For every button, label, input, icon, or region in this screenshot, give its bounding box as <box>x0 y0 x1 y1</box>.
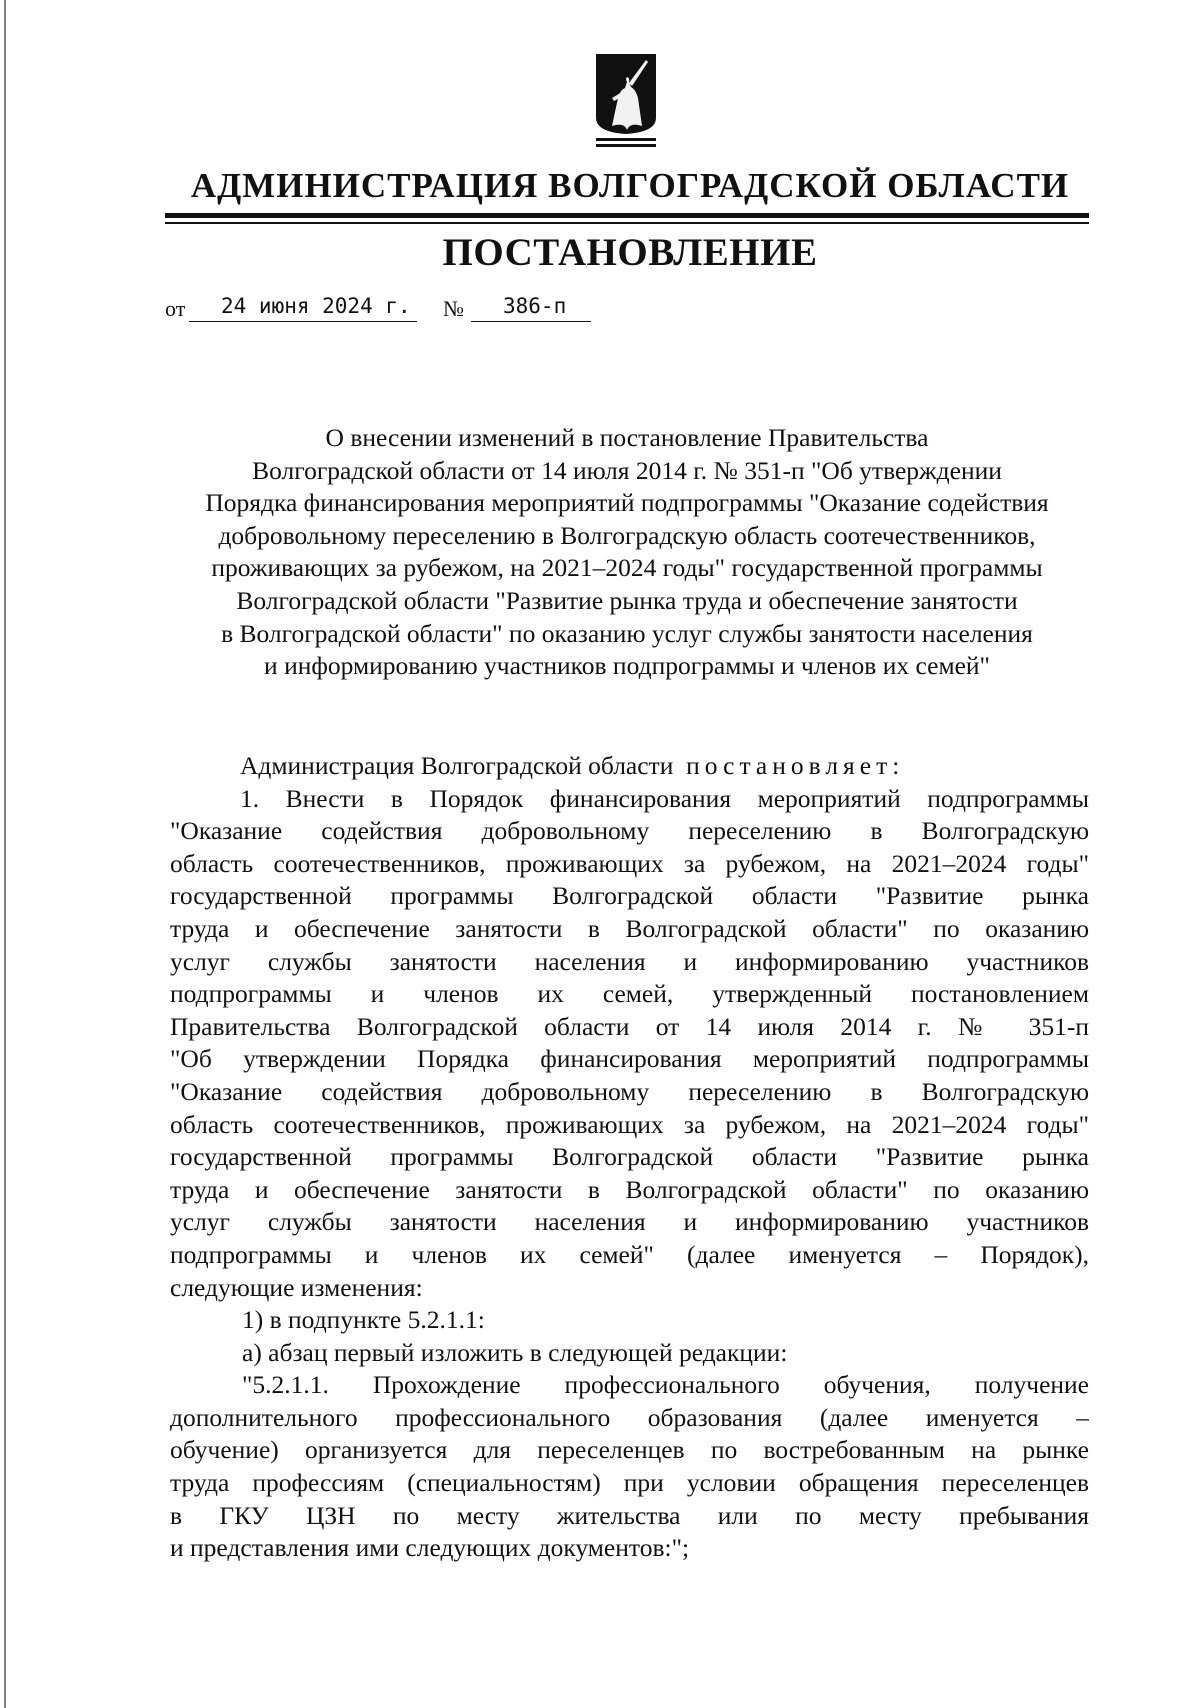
header-rule-thick <box>165 213 1089 218</box>
date-number-line <box>165 292 625 326</box>
document-type: ПОСТАНОВЛЕНИЕ <box>442 231 818 274</box>
intro-verb: постановляет: <box>686 751 905 780</box>
body-line: "Оказание содействия добровольному переселению в Волгоградскую <box>170 1076 1089 1106</box>
number-value: 386-п <box>503 294 567 318</box>
body-line: область соотечественников, проживающих за рубежом, на 2021–2024 годы" <box>170 848 1089 878</box>
body-line: труда и обеспечение занятости в Волгоградской области" по оказанию <box>170 913 1089 943</box>
title-line: О внесении изменений в постановление Правительства <box>325 423 929 452</box>
body-line: в ГКУ ЦЗН по месту жительства или по месту пребывания <box>170 1500 1089 1530</box>
body-line: 1. Внести в Порядок финансирования мероприятий подпрограммы <box>240 783 1089 813</box>
body-line: труда профессиям (специальностям) при условии обращения переселенцев <box>170 1468 1089 1498</box>
body-line: 1) в подпункте 5.2.1.1: <box>242 1305 485 1335</box>
body-line: труда и обеспечение занятости в Волгоградской области" по оказанию <box>170 1174 1089 1204</box>
body-line: Правительства Волгоградской области от 14 июля 2014 г. № 351-п <box>170 1011 1089 1041</box>
body-line: услуг службы занятости населения и информированию участников <box>170 946 1089 976</box>
body-line: государственной программы Волгоградской области "Развитие рынка <box>170 881 1089 911</box>
title-line: в Волгоградской области" по оказанию услуг службы занятости населения <box>221 618 1033 648</box>
body-line: "Оказание содействия добровольному переселению в Волгоградскую <box>170 816 1089 846</box>
body-line: обучение) организуется для переселенцев по востребованным на рынке <box>170 1435 1089 1465</box>
body-line: следующие изменения: <box>170 1272 423 1302</box>
body-line: область соотечественников, проживающих за рубежом, на 2021–2024 годы" <box>170 1109 1089 1139</box>
title-line: добровольному переселению в Волгоградскую область соотечественников, <box>218 520 1036 550</box>
body-line: подпрограммы и членов их семей, утвержденный постановлением <box>170 979 1089 1009</box>
scan-edge-mark <box>4 0 6 1708</box>
title-line: и информированию участников подпрограммы и членов их семей" <box>264 651 990 681</box>
date-value: 24 июня 2024 г. <box>221 294 411 318</box>
body-line: "5.2.1.1. Прохождение профессионального обучения, получение <box>242 1370 1089 1400</box>
body-line: услуг службы занятости населения и информированию участников <box>170 1207 1089 1237</box>
document-body <box>170 750 1089 1565</box>
body-line: подпрограммы и членов их семей" (далее именуется – Порядок), <box>170 1239 1089 1269</box>
body-line: дополнительного профессионального образования (далее именуется – <box>170 1402 1089 1432</box>
body-line: государственной программы Волгоградской области "Развитие рынка <box>170 1142 1089 1172</box>
header-rule-thin <box>165 222 1089 224</box>
organization-name: АДМИНИСТРАЦИЯ ВОЛГОГРАДСКОЙ ОБЛАСТИ <box>190 166 1070 205</box>
body-line: "Об утверждении Порядка финансирования мероприятий подпрограммы <box>170 1044 1089 1074</box>
body-line: и представления ими следующих документов:"; <box>170 1533 690 1563</box>
body-line: а) абзац первый изложить в следующей редакции: <box>242 1337 788 1367</box>
document-title <box>165 422 1089 683</box>
title-line: проживающих за рубежом, на 2021–2024 годы" государственной программы <box>211 553 1043 583</box>
intro-line <box>170 750 1089 783</box>
date-prefix: от <box>165 296 186 321</box>
title-line: Порядка финансирования мероприятий подпрограммы "Оказание содействия <box>205 488 1049 518</box>
volgograd-emblem-icon <box>592 52 660 152</box>
intro-subject: Администрация Волгоградской области <box>240 751 674 780</box>
title-line: Волгоградской области от 14 июля 2014 г. № 351-п "Об утверждении <box>252 455 1002 485</box>
title-line: Волгоградской области "Развитие рынка труда и обеспечение занятости <box>236 585 1018 615</box>
number-prefix: № <box>443 296 464 321</box>
